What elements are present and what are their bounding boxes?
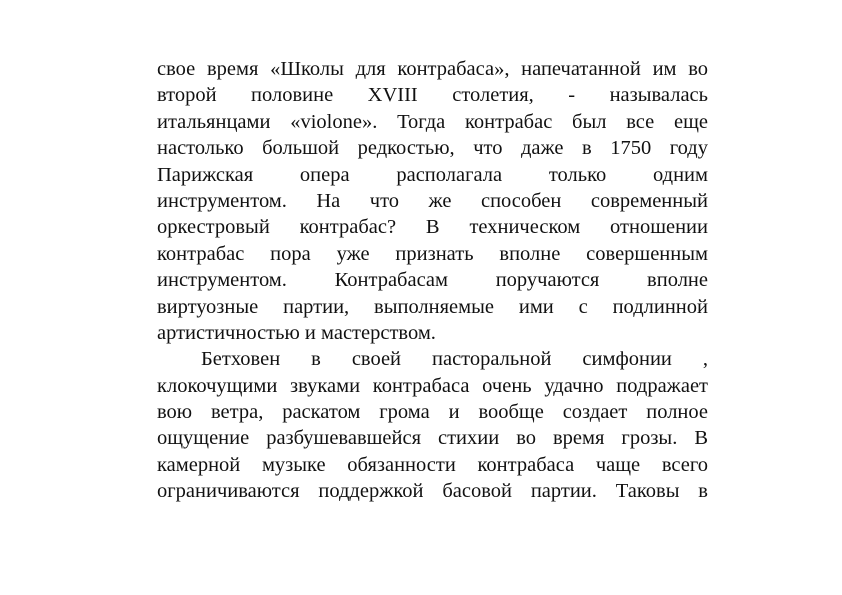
text-line: оркестровый контрабас? В техническом отношении	[157, 216, 708, 239]
text-line: инструментом. На что же способен современный	[157, 189, 708, 212]
text-line: второй половине XVIII столетия, - называлась	[157, 84, 708, 107]
text-line: итальянцами «violone». Тогда контрабас был все еще	[157, 110, 708, 133]
text-line: ограничиваются поддержкой басовой партии. Таковы в	[157, 480, 708, 503]
text-line: виртуозные партии, выполняемые ими с подлинной	[157, 295, 708, 318]
text-line: Парижская опера располагала только одним	[157, 163, 708, 186]
paragraph-2	[157, 346, 708, 504]
paragraph-1	[157, 56, 708, 346]
text-line: камерной музыке обязанности контрабаса чаще всего	[157, 453, 708, 476]
text-line: инструментом. Контрабасам поручаются вполне	[157, 269, 708, 292]
text-line: артистичностью и мастерством.	[157, 321, 436, 344]
text-body	[157, 56, 708, 505]
text-line: ощущение разбушевавшейся стихии во время грозы. В	[157, 427, 708, 450]
text-line: контрабас пора уже признать вполне совершенным	[157, 242, 708, 265]
text-line: клокочущими звуками контрабаса очень удачно подражает	[157, 374, 708, 397]
text-line: настолько большой редкостью, что даже в 1750 году	[157, 137, 708, 160]
text-line: Бетховен в своей пасторальной симфонии ,	[201, 348, 708, 371]
text-line: свое время «Школы для контрабаса», напечатанной им во	[157, 58, 708, 80]
text-line: вою ветра, раскатом грома и вообще создает полное	[157, 401, 708, 424]
